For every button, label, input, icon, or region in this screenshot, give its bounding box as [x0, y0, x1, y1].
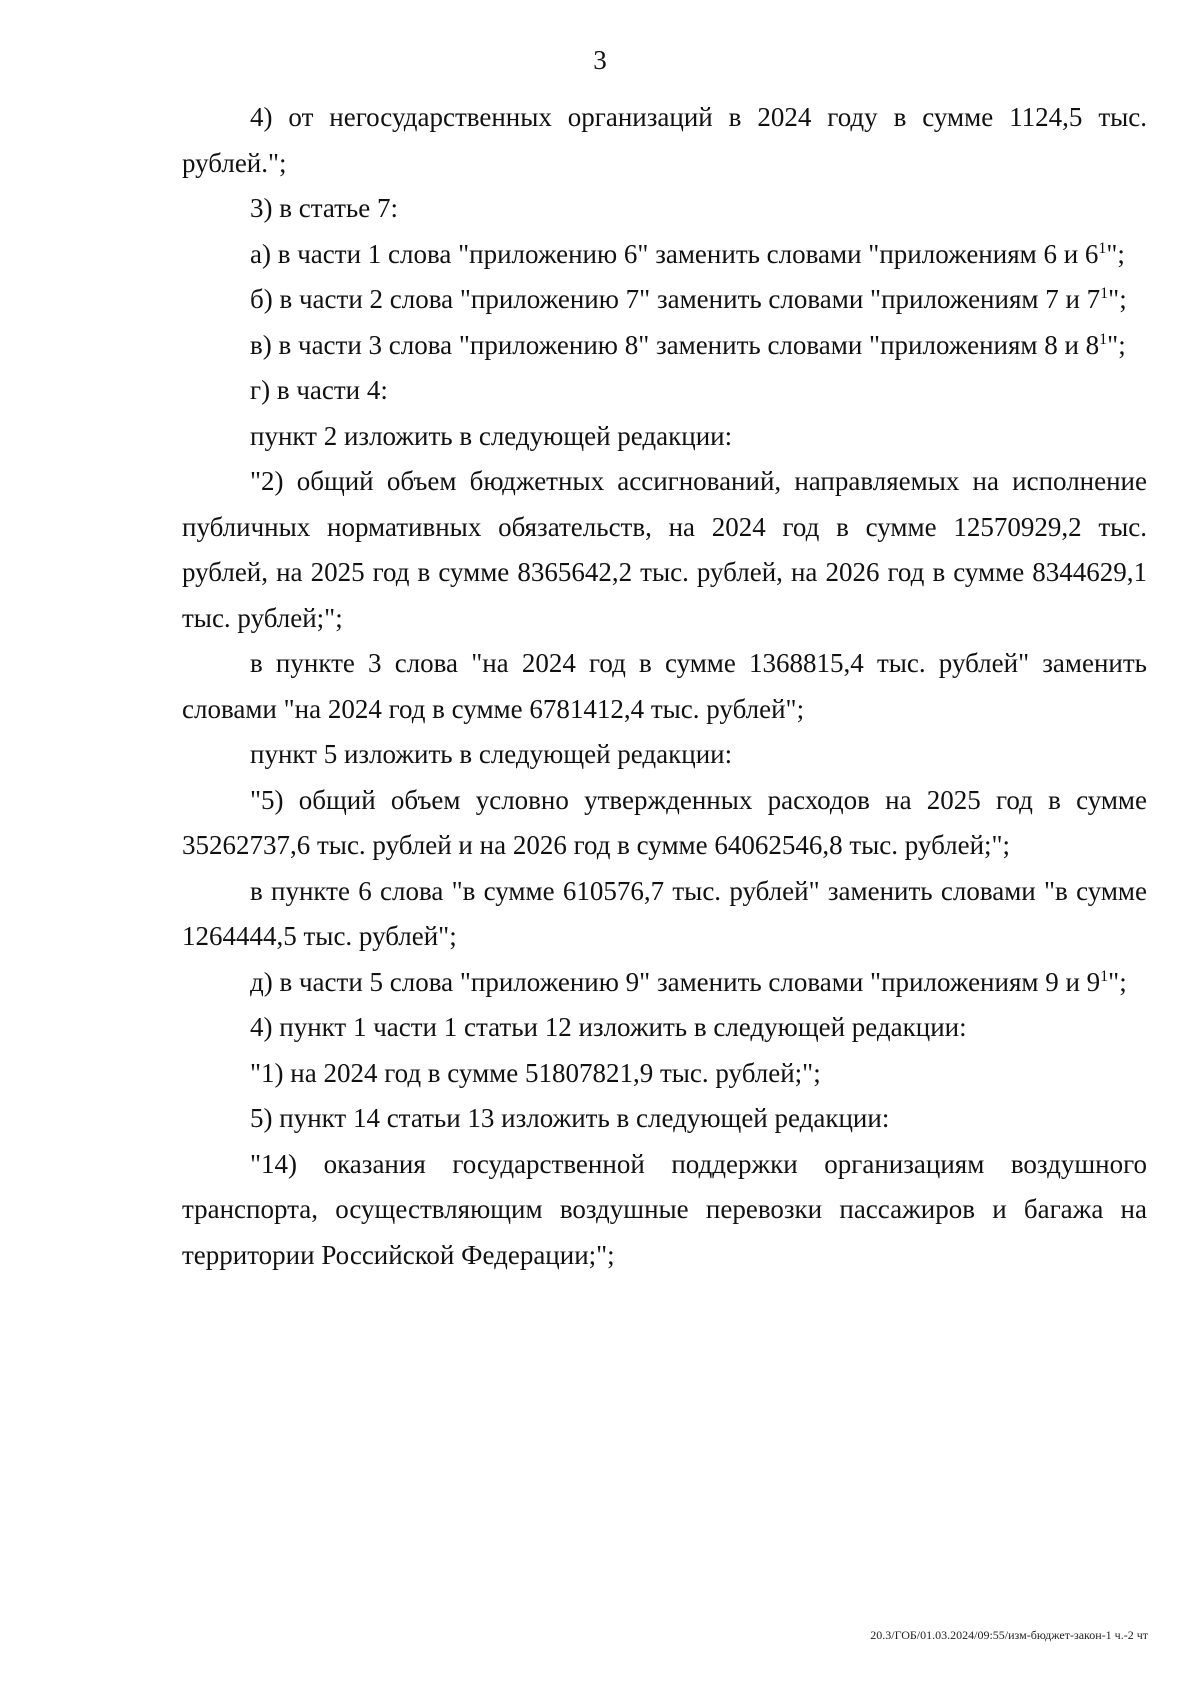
paragraph-9: в пункте 3 слова "на 2024 год в сумме 1368815,4 тыс. рублей" заменить словами "на 2024 год в сумме 6781412,4 тыс. рублей"; [182, 648, 1147, 724]
page-number: 3 [593, 45, 607, 75]
paragraph-4 [182, 277, 1147, 323]
paragraph-5 [182, 323, 1147, 369]
paragraph-14: 4) пункт 1 части 1 статьи 12 изложить в следующей редакции: [250, 1012, 967, 1042]
paragraph-4-tail: "; [1108, 284, 1127, 314]
paragraph-15: "1) на 2024 год в сумме 51807821,9 тыс. рублей;"; [250, 1057, 821, 1088]
paragraph-6: г) в части 4: [250, 375, 388, 405]
superscript: 1 [1100, 967, 1109, 985]
paragraph-5-tail: "; [1107, 329, 1126, 360]
paragraph-3-text: а) в части 1 слова "приложению 6" заменить словами "приложениям 6 и 6 [250, 238, 1099, 269]
paragraph-3 [182, 232, 1147, 278]
paragraph-3-tail: "; [1106, 238, 1125, 269]
paragraph-10: пункт 5 изложить в следующей редакции: [250, 739, 733, 769]
paragraph-1: 4) от негосударственных организаций в 2024 году в сумме 1124,5 тыс. рублей."; [182, 102, 1147, 178]
paragraph-4-text: б) в части 2 слова "приложению 7" заменить словами "приложениям 7 и 7 [250, 284, 1101, 314]
paragraph-12: в пункте 6 слова "в сумме 610576,7 тыс. рублей" заменить словами "в сумме 1264444,5 тыс. рублей"; [182, 875, 1147, 951]
paragraph-13-tail: "; [1108, 966, 1127, 997]
superscript: 1 [1099, 330, 1108, 348]
paragraph-17: "14) оказания государственной поддержки организациям воздушного транспорта, осуществляющим воздушные перевозки пассажиров и багажа на территории Российской Федерации;"; [182, 1148, 1147, 1270]
document-body [182, 95, 1147, 1278]
paragraph-2: 3) в статье 7: [250, 193, 398, 223]
paragraph-5-text: в) в части 3 слова "приложению 8" заменить словами "приложениям 8 и 8 [250, 329, 1100, 360]
paragraph-7: пункт 2 изложить в следующей редакции: [250, 420, 733, 451]
paragraph-11: "5) общий объем условно утвержденных расходов на 2025 год в сумме 35262737,6 тыс. рублей и на 2026 год в сумме 64062546,8 тыс. рублей;"; [182, 784, 1147, 860]
paragraph-16: 5) пункт 14 статьи 13 изложить в следующей редакции: [250, 1103, 890, 1133]
superscript: 1 [1098, 239, 1107, 257]
footer-document-code: 20.3/ГОБ/01.03.2024/09:55/изм-бюджет-закон-1 ч.-2 чт [870, 1628, 1148, 1642]
paragraph-13-text: д) в части 5 слова "приложению 9" заменить словами "приложениям 9 и 9 [250, 966, 1101, 997]
paragraph-13 [182, 960, 1147, 1006]
superscript: 1 [1100, 285, 1109, 302]
paragraph-8: "2) общий объем бюджетных ассигнований, направляемых на исполнение публичных нормативных обязательств, на 2024 год в сумме 12570929,2 тыс. рублей, на 2025 год в сумме 8365642,2 тыс. рублей, на 2026 год в сумме 8344629,1 тыс. рублей;"; [182, 466, 1147, 633]
